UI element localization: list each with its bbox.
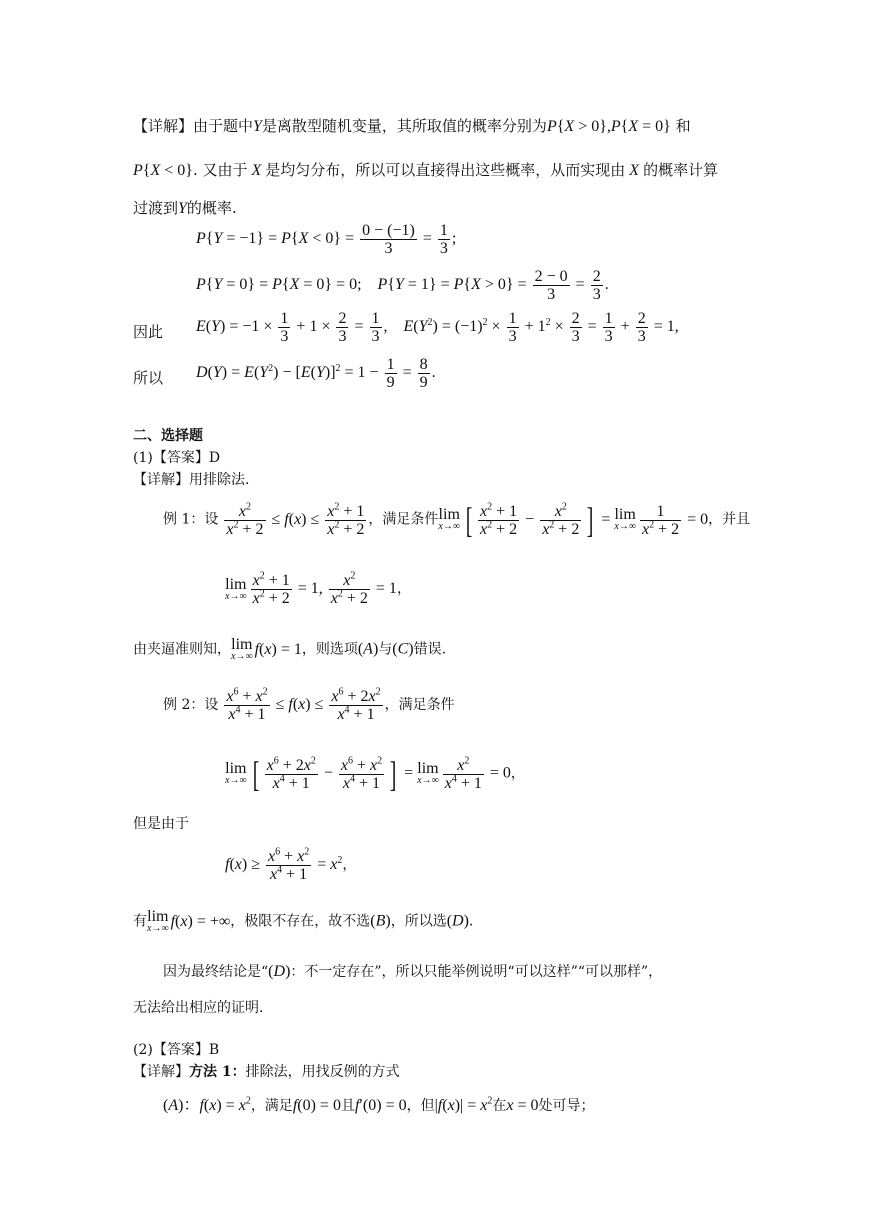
example-1-limits: lim x→∞ $\frac{x^2 + 1}{x^2 + 2}$ = 1, $\frac{x^2}{x^2 + 2}$ = 1，: [225, 570, 411, 607]
text-line-2: P{X < 0}. 又由于 X 是均匀分布，所以可以直接得出这些概率，从而实现由 X 的概率计算: [133, 161, 719, 179]
example-1-line: 例 1：设 $\frac{x^2}{x^2 + 2}$ ≤ f(x) ≤ $\frac{x^2 + 1}{x^2 + 2}$ ，满足条件lim x→∞ [ $\frac{x^2 + 1}{x^2 + 2}$ − $\frac{x^2}{x^2 + 2}$ ] = lim x→∞ $\frac{1}{x^2 + 2}$ = 0，并且: [163, 500, 751, 540]
equation-expectations: E(Y) = −1 × $\frac{1}{3}$ + 1 × $\frac{2}{3}$ = $\frac{1}{3}$ , $E(Y^2) = (-1)^2$ × $\frac{1}{3}$ + $1^2$ × $\frac{2}{3}$ = $\frac{1}{3}$ + $\frac{2}{3}$ = 1,: [196, 310, 679, 345]
final-remark-line-1: 因为最终结论是“(D)：不一定存在”，所以只能举例说明“可以这样”“可以那样”，: [163, 963, 663, 980]
final-remark-line-2: 无法给出相应的证明.: [133, 1000, 264, 1016]
conclusion-line: 有lim x→∞ f(x) = +∞，极限不存在，故不选(B)，所以选(D).: [133, 908, 474, 934]
equation-p-y-0-and-1: P{Y = 0} = P{X = 0} = 0; P{Y = 1} = P{X > 0} = $\frac{2 - 0}{3}$ = $\frac{2}{3}$ .: [196, 268, 609, 303]
q2-detail: 【详解】方法 1：排除法，用找反例的方式: [133, 1064, 400, 1080]
danshi-line: 但是由于: [133, 816, 189, 832]
equation-variance: $D(Y) = E(Y^2) - [E(Y)]^2 = 1$ − $\frac{1}{9}$ = $\frac{8}{9}$ .: [196, 356, 436, 391]
equation-p-y-minus-1: P{Y = −1} = P{X < 0} = $\frac{0 - (-1)}{3}$ = $\frac{1}{3}$ ;: [196, 222, 457, 257]
section-heading: 二、选择题: [133, 428, 203, 444]
option-a-line: (A)：$f(x) = x^2$，满足f(0) = 0且f′(0) = 0，但$|f(x)| = x^2$在x = 0处可导；: [163, 1095, 595, 1114]
example-2-limit: lim x→∞ [ $\frac{x^6 + 2x^2}{x^4 + 1}$ − $\frac{x^6 + x^2}{x^4 + 1}$ ] = lim x→∞ $\frac{x^2}{x^4 + 1}$ = 0，: [225, 754, 525, 794]
text-line-3: 过渡到Y的概率.: [133, 199, 237, 217]
q1-answer: (1)【答案】D: [133, 450, 221, 466]
label-yinci: 因此: [133, 323, 164, 341]
example-2-line: 例 2：设 $\frac{x^6 + x^2}{x^4 + 1}$ ≤ f(x) ≤ $\frac{x^6 + 2x^2}{x^4 + 1}$ ，满足条件: [163, 686, 455, 723]
label-suoyi: 所以: [133, 369, 164, 387]
q2-answer: (2)【答案】B: [133, 1042, 220, 1058]
q1-detail: 【详解】用排除法.: [133, 472, 250, 488]
text-line-1: 【详解】由于题中Y是离散型随机变量，其所取值的概率分别为P{X > 0},P{X = 0} 和: [133, 117, 691, 135]
inequality-line: f(x) ≥ $\frac{x^6 + x^2}{x^4 + 1}$ = $x^2$，: [225, 846, 357, 883]
sandwich-line: 由夹逼准则知，lim x→∞ f(x) = 1，则选项(A)与(C)错误.: [133, 636, 447, 662]
